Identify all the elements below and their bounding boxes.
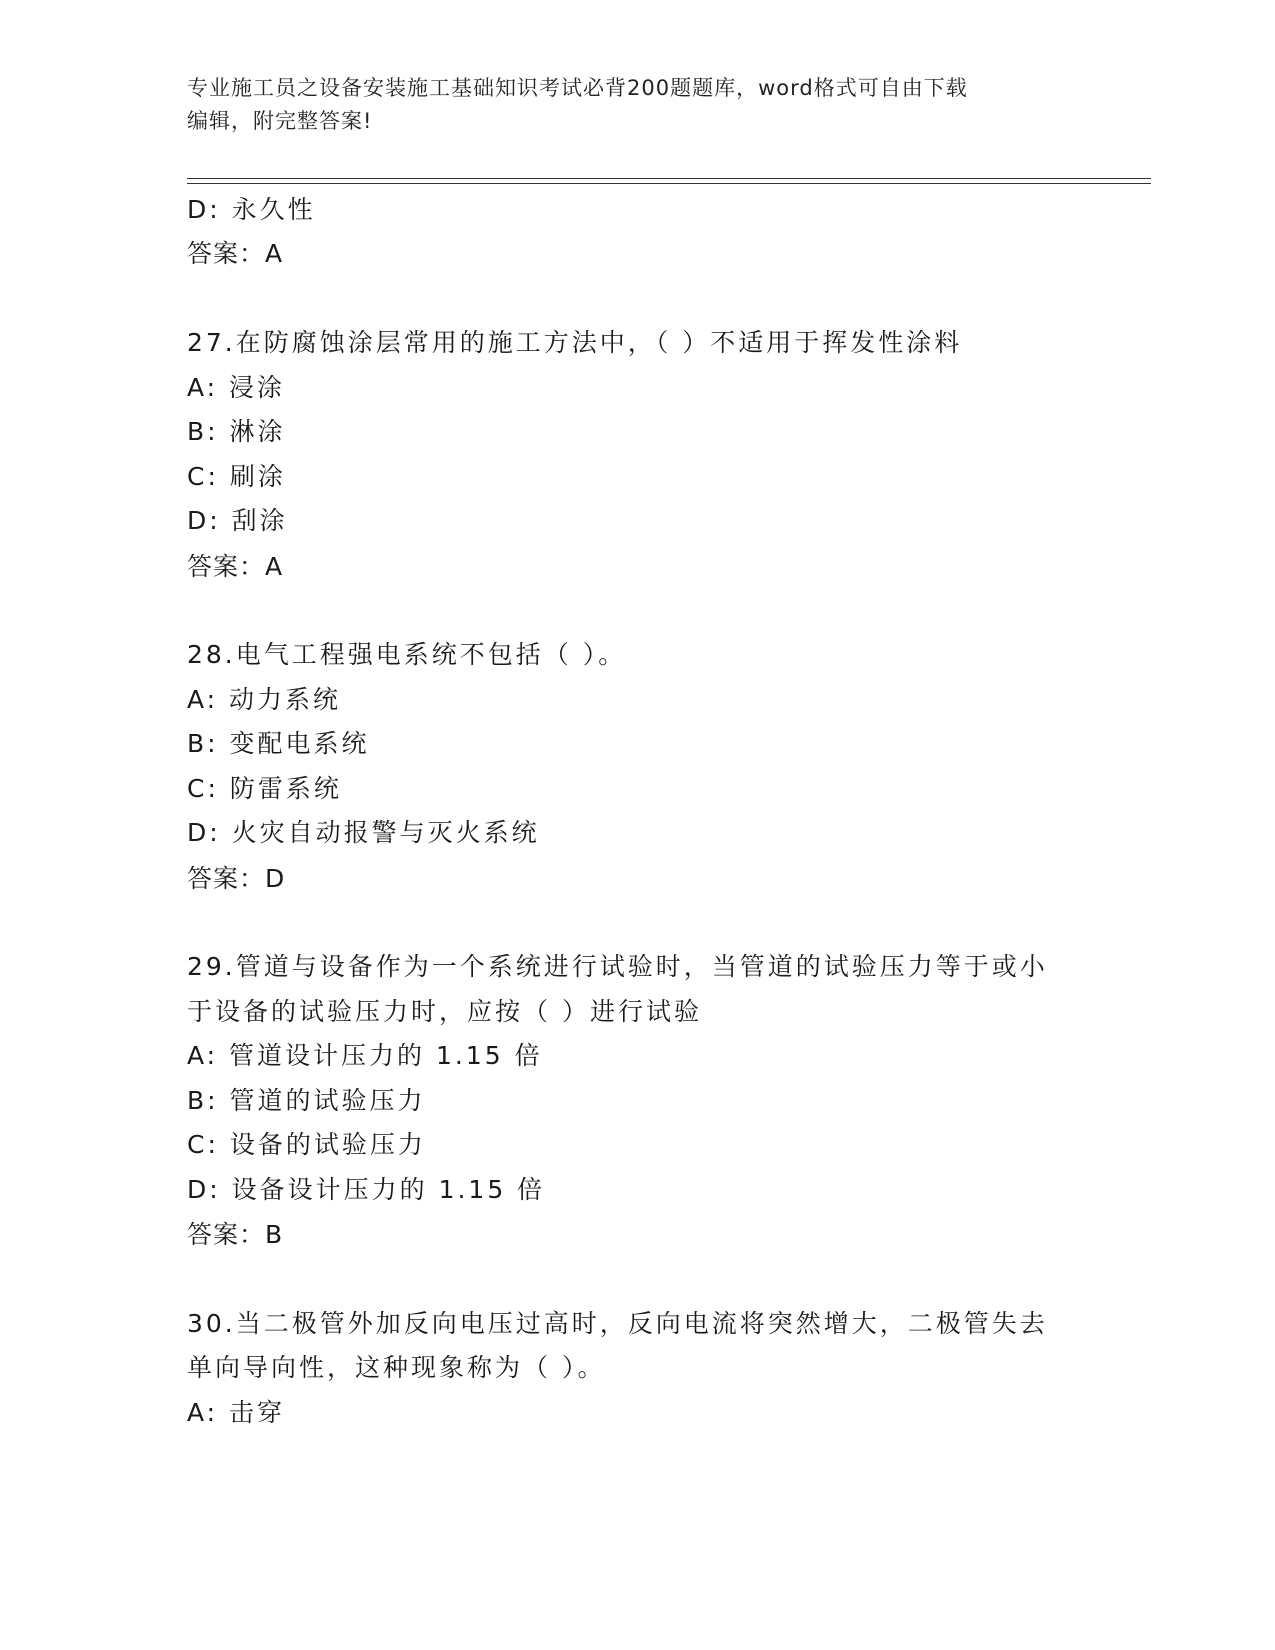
q28-option-a: A: 动力系统	[187, 685, 342, 714]
header-line-1: 专业施工员之设备安装施工基础知识考试必背200题题库，word格式可自由下载	[187, 76, 968, 100]
q29-option-d: D: 设备设计压力的 1.15 倍	[187, 1175, 546, 1204]
q27-option-d: D: 刮涂	[187, 506, 288, 535]
q29-question-line-1: 29.管道与设备作为一个系统进行试验时，当管道的试验压力等于或小	[187, 952, 1048, 981]
q27-answer: 答案：A	[187, 552, 284, 581]
q27-option-c: C: 刷涂	[187, 462, 286, 491]
q28-answer: 答案：D	[187, 864, 286, 893]
q29-question-line-2: 于设备的试验压力时，应按（ ）进行试验	[187, 997, 702, 1026]
q28-question: 28.电气工程强电系统不包括（ ）。	[187, 640, 627, 669]
header-divider-top	[187, 178, 1151, 179]
q30-question-line-2: 单向导向性，这种现象称为（ ）。	[187, 1353, 606, 1382]
q28-option-c: C: 防雷系统	[187, 774, 342, 803]
document-header	[187, 72, 1087, 138]
prev-option-d: D: 永久性	[187, 195, 316, 224]
q28-option-b: B: 变配电系统	[187, 729, 370, 758]
q29-option-c: C: 设备的试验压力	[187, 1130, 426, 1159]
q29-answer: 答案：B	[187, 1220, 284, 1249]
q28-option-d: D: 火灾自动报警与灭火系统	[187, 818, 540, 847]
header-line-2: 编辑，附完整答案!	[187, 109, 373, 133]
q27-option-a: A: 浸涂	[187, 373, 286, 402]
prev-answer: 答案：A	[187, 239, 284, 268]
q29-option-b: B: 管道的试验压力	[187, 1086, 426, 1115]
q29-option-a: A: 管道设计压力的 1.15 倍	[187, 1041, 543, 1070]
q27-option-b: B: 淋涂	[187, 417, 286, 446]
q27-question: 27.在防腐蚀涂层常用的施工方法中，（ ）不适用于挥发性涂料	[187, 328, 963, 357]
header-divider-bottom	[187, 183, 1151, 184]
q30-question-line-1: 30.当二极管外加反向电压过高时，反向电流将突然增大，二极管失去	[187, 1309, 1048, 1338]
q30-option-a: A: 击穿	[187, 1398, 286, 1427]
